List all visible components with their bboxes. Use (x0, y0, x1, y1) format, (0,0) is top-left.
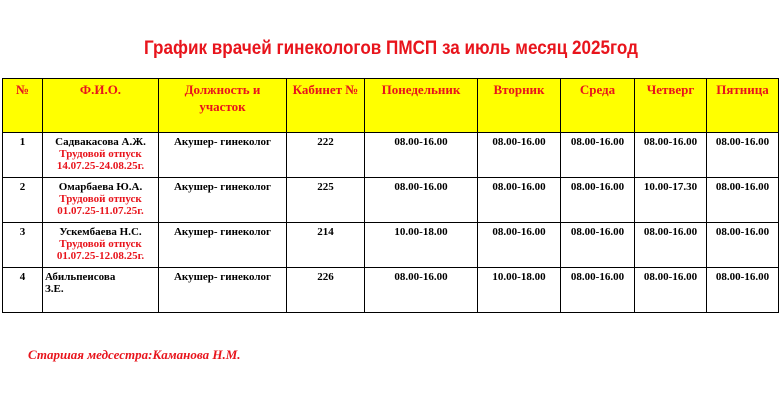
page-title: График врачей гинекологов ПМСП за июль месяц 2025год (143, 38, 639, 59)
header-thursday: Четверг (635, 79, 707, 133)
thursday-cell: 10.00-17.30 (635, 178, 707, 223)
tuesday-cell: 08.00-16.00 (478, 178, 561, 223)
leave-label: Трудовой отпуск (59, 238, 142, 250)
friday-cell: 08.00-16.00 (707, 133, 779, 178)
header-cabinet: Кабинет № (287, 79, 365, 133)
position-cell: Акушер- гинеколог (159, 133, 287, 178)
header-monday: Понедельник (365, 79, 478, 133)
monday-cell: 10.00-18.00 (365, 223, 478, 268)
doctor-name: Омарбаева Ю.А. (58, 181, 143, 193)
row-number: 1 (3, 133, 43, 178)
position-cell: Акушер- гинеколог (159, 178, 287, 223)
cabinet-cell: 222 (287, 133, 365, 178)
doctor-name: Абильпеисова (45, 271, 116, 283)
cabinet-cell: 226 (287, 268, 365, 313)
header-num: № (3, 79, 43, 133)
friday-cell: 08.00-16.00 (707, 223, 779, 268)
thursday-cell: 08.00-16.00 (635, 223, 707, 268)
doctor-name: Садвакасова А.Ж. (55, 136, 146, 148)
table-row (3, 133, 779, 178)
table-row (3, 178, 779, 223)
row-number: 3 (3, 223, 43, 268)
wednesday-cell: 08.00-16.00 (561, 178, 635, 223)
table-row (3, 223, 779, 268)
header-fio: Ф.И.О. (43, 79, 159, 133)
schedule-table (2, 78, 779, 313)
row-number: 2 (3, 178, 43, 223)
friday-cell: 08.00-16.00 (707, 178, 779, 223)
row-number: 4 (3, 268, 43, 313)
header-position: Должность и участок (159, 79, 287, 133)
signature-line: Старшая медсестра:Каманова Н.М. (28, 347, 241, 362)
doctor-name: Ускембаева Н.С. (59, 226, 142, 238)
thursday-cell: 08.00-16.00 (635, 133, 707, 178)
doctor-name-cell (43, 133, 159, 178)
header-wednesday: Среда (561, 79, 635, 133)
doctor-name-cell (43, 223, 159, 268)
header-friday: Пятница (707, 79, 779, 133)
doctor-name-cell (43, 178, 159, 223)
monday-cell: 08.00-16.00 (365, 133, 478, 178)
table-header-row (3, 79, 779, 133)
tuesday-cell: 08.00-16.00 (478, 223, 561, 268)
header-tuesday: Вторник (478, 79, 561, 133)
monday-cell: 08.00-16.00 (365, 178, 478, 223)
wednesday-cell: 08.00-16.00 (561, 223, 635, 268)
leave-label: Трудовой отпуск (59, 148, 142, 160)
leave-dates: 01.07.25-11.07.25г. (57, 205, 144, 217)
doctor-initials: З.Е. (45, 283, 64, 295)
cabinet-cell: 225 (287, 178, 365, 223)
table-row (3, 268, 779, 313)
position-cell: Акушер- гинеколог (159, 268, 287, 313)
wednesday-cell: 08.00-16.00 (561, 133, 635, 178)
position-cell: Акушер- гинеколог (159, 223, 287, 268)
wednesday-cell: 08.00-16.00 (561, 268, 635, 313)
monday-cell: 08.00-16.00 (365, 268, 478, 313)
leave-dates: 14.07.25-24.08.25г. (56, 160, 145, 172)
leave-label: Трудовой отпуск (59, 193, 142, 205)
tuesday-cell: 08.00-16.00 (478, 133, 561, 178)
leave-dates: 01.07.25-12.08.25г. (56, 250, 145, 262)
cabinet-cell: 214 (287, 223, 365, 268)
thursday-cell: 08.00-16.00 (635, 268, 707, 313)
doctor-name-cell (43, 268, 159, 313)
tuesday-cell: 10.00-18.00 (478, 268, 561, 313)
friday-cell: 08.00-16.00 (707, 268, 779, 313)
